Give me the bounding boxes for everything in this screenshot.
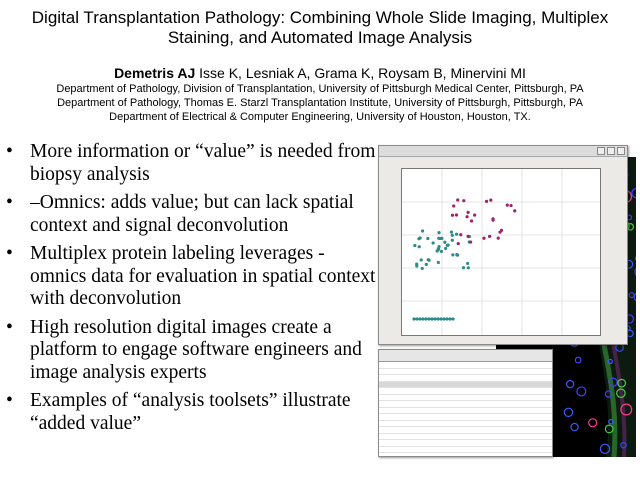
cell-nucleus — [577, 387, 586, 396]
data-table-window — [378, 349, 553, 457]
scatter-point — [451, 253, 454, 256]
scatter-point — [424, 317, 427, 320]
scatter-point — [509, 204, 512, 207]
analysis-screenshot-figure — [378, 145, 636, 457]
scatter-point — [451, 234, 454, 237]
scatter-point — [436, 317, 439, 320]
cell-nucleus — [571, 423, 578, 430]
minimize-icon[interactable] — [597, 147, 605, 155]
scatter-point — [485, 200, 488, 203]
lead-author: Demetris AJ — [114, 65, 196, 81]
scatter-point — [497, 237, 500, 240]
scatter-point — [447, 243, 450, 246]
scatter-point — [418, 245, 421, 248]
scatter-point — [488, 235, 491, 238]
scatter-point — [467, 211, 470, 214]
scatter-point — [467, 266, 470, 269]
bullet-item — [6, 141, 378, 186]
scatter-point — [473, 213, 476, 216]
scatter-point — [459, 233, 462, 236]
scatter-point — [457, 242, 460, 245]
scatter-point — [439, 317, 442, 320]
affiliation-3: Department of Electrical & Computer Engineering, University of Houston, Houston, TX. — [109, 111, 531, 123]
scatter-point — [448, 317, 451, 320]
scatter-point — [489, 198, 492, 201]
bullet-marker: • — [6, 243, 13, 264]
scatter-point — [420, 258, 423, 261]
scatter-point — [415, 264, 418, 267]
bullet-item — [6, 243, 378, 311]
bullet-text: Examples of “analysis toolsets” illustrate “added value” — [30, 390, 351, 434]
bullet-text: Multiplex protein labeling leverages -omnics data for evaluation in spatial context with deconvolution — [30, 243, 376, 309]
scatter-point — [421, 229, 424, 232]
scatter-point — [500, 229, 503, 232]
cell-nucleus — [564, 408, 572, 416]
table-row[interactable] — [379, 447, 552, 454]
scatter-point — [427, 258, 430, 261]
scatter-point — [418, 317, 421, 320]
scatter-point — [466, 262, 469, 265]
scatter-point — [444, 247, 447, 250]
scatter-point — [455, 233, 458, 236]
scatter-point — [456, 198, 459, 201]
scatter-point — [492, 219, 495, 222]
scatter-point — [433, 317, 436, 320]
scatter-point — [430, 317, 433, 320]
scatter-point — [451, 214, 454, 217]
bullet-text: –Omnics: adds value; but can lack spatial context and signal deconvolution — [30, 192, 354, 236]
slide-title: Digital Transplantation Pathology: Combining Whole Slide Imaging, Multiplex Staining, and Automated Image Analysis — [31, 8, 609, 47]
scatter-point — [462, 266, 465, 269]
scatter-point — [437, 231, 440, 234]
scatter-point — [419, 236, 422, 239]
scatter-point — [443, 241, 446, 244]
scatter-point — [469, 240, 472, 243]
bullet-marker: • — [6, 192, 13, 213]
scatter-point — [442, 317, 445, 320]
scatter-point — [432, 241, 435, 244]
scatter-plot-window — [378, 145, 628, 345]
bullet-text: More information or “value” is needed from biopsy analysis — [30, 141, 376, 185]
scatter-point — [440, 250, 443, 253]
bullet-marker: • — [6, 390, 13, 411]
scatter-point — [451, 317, 454, 320]
bullet-marker: • — [6, 141, 13, 162]
scatter-point — [426, 237, 429, 240]
scatter-point — [425, 263, 428, 266]
bullet-text: High resolution digital images create a platform to engage software engineers and image analysis experts — [30, 316, 362, 383]
bullet-list — [6, 141, 378, 441]
scatter-point — [413, 244, 416, 247]
close-icon[interactable] — [617, 147, 625, 155]
table-rows — [379, 362, 552, 453]
bullet-item — [6, 192, 378, 237]
scatter-plot-area — [401, 168, 601, 336]
author-line — [8, 64, 632, 82]
bullet-marker: • — [6, 316, 13, 338]
bullet-item — [6, 390, 378, 435]
scatter-point — [455, 213, 458, 216]
scatter-point — [421, 267, 424, 270]
scatter-point — [451, 239, 454, 242]
plot-window-titlebar — [379, 146, 627, 157]
scatter-point — [421, 317, 424, 320]
plot-window-controls — [597, 147, 625, 155]
bullet-item — [6, 317, 378, 385]
co-authors: Isse K, Lesniak A, Grama K, Roysam B, Minervini MI — [199, 65, 526, 81]
affiliation-1: Department of Pathology, Division of Transplantation, University of Pittsburgh Medical Center, Pittsburgh, PA — [56, 83, 584, 95]
scatter-point — [445, 317, 448, 320]
scatter-point — [427, 317, 430, 320]
scatter-point — [465, 215, 468, 218]
scatter-plot — [402, 169, 600, 335]
scatter-point — [437, 245, 440, 248]
affiliation-2: Department of Pathology, Thomas E. Starzl Transplantation Institute, University of Pittsburgh, Pittsburgh, PA — [57, 97, 583, 109]
scatter-point — [482, 237, 485, 240]
scatter-point — [452, 204, 455, 207]
table-header — [379, 350, 552, 362]
scatter-point — [470, 219, 473, 222]
scatter-point — [450, 230, 453, 233]
scatter-point — [462, 199, 465, 202]
maximize-icon[interactable] — [607, 147, 615, 155]
scatter-point — [412, 317, 415, 320]
scatter-point — [506, 204, 509, 207]
scatter-point — [455, 253, 458, 256]
scatter-point — [437, 261, 440, 264]
scatter-point — [415, 317, 418, 320]
cell-nucleus — [589, 419, 597, 427]
cell-nucleus — [575, 357, 581, 363]
cell-nucleus — [567, 381, 574, 388]
scatter-point — [513, 209, 516, 212]
scatter-point — [466, 235, 469, 238]
scatter-point — [439, 237, 442, 240]
